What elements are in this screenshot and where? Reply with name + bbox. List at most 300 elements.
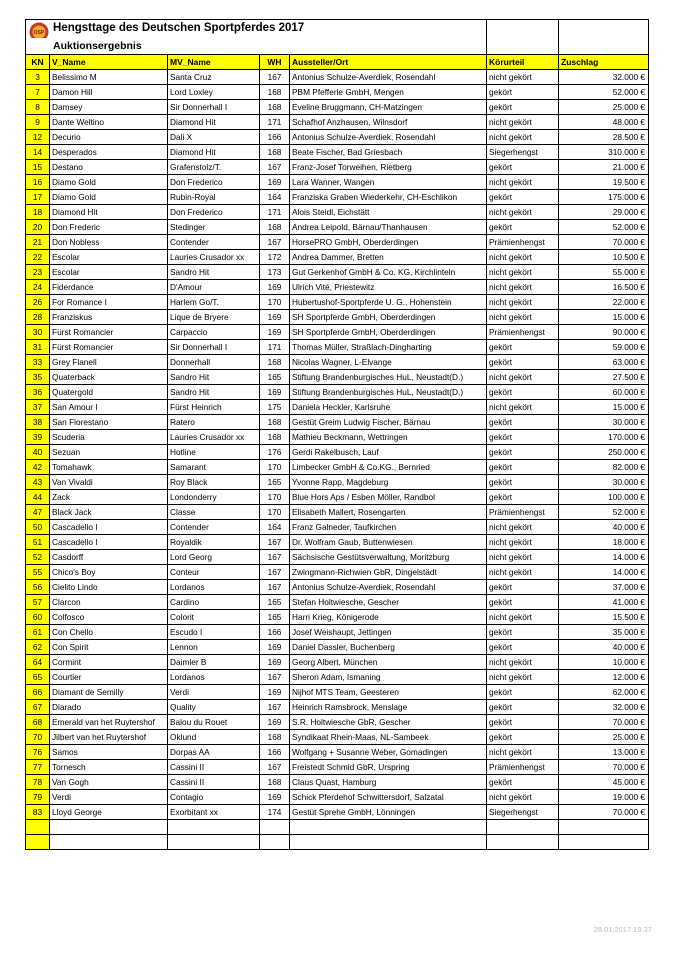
cell-kn: 51 xyxy=(26,535,50,550)
empty-row xyxy=(26,835,649,850)
cell-kn: 43 xyxy=(26,475,50,490)
cell-kn: 57 xyxy=(26,595,50,610)
cell-aussteller: Stefan Holtwiesche, Gescher xyxy=(290,595,487,610)
cell-v-name: Fürst Romancier xyxy=(50,340,168,355)
cell-aussteller: Limbecker GmbH & Co.KG., Bernried xyxy=(290,460,487,475)
header-row xyxy=(26,55,649,70)
cell-v-name: Courtier xyxy=(50,670,168,685)
cell-koerurteil: nicht gekört xyxy=(487,130,559,145)
cell-aussteller: Gut Gerkenhof GmbH & Co. KG, Kirchlinteln xyxy=(290,265,487,280)
cell-mv-name: Sir Donnerhall I xyxy=(168,340,260,355)
cell-wh: 169 xyxy=(260,385,290,400)
cell-wh: 168 xyxy=(260,430,290,445)
cell-mv-name: Cassini II xyxy=(168,760,260,775)
empty-cell xyxy=(260,820,290,835)
cell-wh: 169 xyxy=(260,310,290,325)
cell-aussteller: PBM Pfefferle GmbH, Mengen xyxy=(290,85,487,100)
cell-wh: 168 xyxy=(260,85,290,100)
cell-koerurteil: gekört xyxy=(487,595,559,610)
cell-mv-name: Verdi xyxy=(168,685,260,700)
cell-aussteller: Sheron Adam, Ismaning xyxy=(290,670,487,685)
cell-koerurteil: gekört xyxy=(487,640,559,655)
cell-kn: 21 xyxy=(26,235,50,250)
table-row xyxy=(26,115,649,130)
cell-koerurteil: nicht gekört xyxy=(487,70,559,85)
table-row xyxy=(26,460,649,475)
cell-zuschlag: 29.000 € xyxy=(559,205,649,220)
cell-zuschlag: 41.000 € xyxy=(559,595,649,610)
cell-mv-name: Sandro Hit xyxy=(168,265,260,280)
table-row xyxy=(26,670,649,685)
cell-koerurteil: gekört xyxy=(487,385,559,400)
cell-wh: 169 xyxy=(260,685,290,700)
cell-wh: 169 xyxy=(260,325,290,340)
cell-koerurteil: gekört xyxy=(487,685,559,700)
cell-zuschlag: 25.000 € xyxy=(559,730,649,745)
cell-aussteller: Antonius Schulze-Averdiek, Rosendahl xyxy=(290,580,487,595)
cell-zuschlag: 52.000 € xyxy=(559,220,649,235)
cell-v-name: Van Vivaldi xyxy=(50,475,168,490)
cell-aussteller: Stiftung Brandenburgisches HuL, Neustadt(D.) xyxy=(290,385,487,400)
table-row xyxy=(26,640,649,655)
cell-zuschlag: 18.000 € xyxy=(559,535,649,550)
cell-zuschlag: 52.000 € xyxy=(559,505,649,520)
empty-cell xyxy=(559,20,649,39)
cell-mv-name: Londonderry xyxy=(168,490,260,505)
cell-kn: 28 xyxy=(26,310,50,325)
cell-v-name: Diamant de Semilly xyxy=(50,685,168,700)
cell-koerurteil: gekört xyxy=(487,715,559,730)
cell-koerurteil: Prämienhengst xyxy=(487,760,559,775)
cell-aussteller: Daniel Dassler, Buchenberg xyxy=(290,640,487,655)
cell-aussteller: Schafhof Anzhausen, Wilnsdorf xyxy=(290,115,487,130)
cell-wh: 167 xyxy=(260,565,290,580)
cell-v-name: Decurio xyxy=(50,130,168,145)
cell-wh: 174 xyxy=(260,805,290,820)
cell-kn: 23 xyxy=(26,265,50,280)
cell-mv-name: Contender xyxy=(168,235,260,250)
cell-mv-name: Lord Loxley xyxy=(168,85,260,100)
cell-v-name: Diamo Gold xyxy=(50,190,168,205)
cell-aussteller: Franz-Josef Torweihen, Rietberg xyxy=(290,160,487,175)
cell-mv-name: Lennon xyxy=(168,640,260,655)
cell-wh: 165 xyxy=(260,595,290,610)
cell-koerurteil: nicht gekört xyxy=(487,115,559,130)
empty-cell xyxy=(487,20,559,39)
cell-koerurteil: gekört xyxy=(487,355,559,370)
cell-zuschlag: 21.000 € xyxy=(559,160,649,175)
cell-zuschlag: 30.000 € xyxy=(559,475,649,490)
cell-koerurteil: Siegerhengst xyxy=(487,805,559,820)
cell-wh: 170 xyxy=(260,460,290,475)
cell-v-name: Casdorff xyxy=(50,550,168,565)
cell-kn: 17 xyxy=(26,190,50,205)
table-row xyxy=(26,100,649,115)
cell-wh: 169 xyxy=(260,655,290,670)
cell-aussteller: Schick Pferdehof Schwittersdorf, Salzatal xyxy=(290,790,487,805)
cell-kn: 3 xyxy=(26,70,50,85)
cell-v-name: Diamond Hit xyxy=(50,205,168,220)
subtitle-cell xyxy=(26,38,487,55)
cell-wh: 164 xyxy=(260,520,290,535)
cell-kn: 42 xyxy=(26,460,50,475)
header-wh: WH xyxy=(260,55,290,70)
table-row xyxy=(26,445,649,460)
cell-aussteller: Yvonne Rapp, Magdeburg xyxy=(290,475,487,490)
cell-mv-name: Roy Black xyxy=(168,475,260,490)
cell-koerurteil: gekört xyxy=(487,100,559,115)
cell-kn: 12 xyxy=(26,130,50,145)
cell-aussteller: Blue Hors Aps / Esben Möller, Randbol xyxy=(290,490,487,505)
cell-kn: 78 xyxy=(26,775,50,790)
cell-zuschlag: 175.000 € xyxy=(559,190,649,205)
cell-zuschlag: 22.000 € xyxy=(559,295,649,310)
cell-aussteller: Gerdi Rakelbusch, Lauf xyxy=(290,445,487,460)
table-row xyxy=(26,475,649,490)
cell-wh: 176 xyxy=(260,445,290,460)
cell-aussteller: SH Sportpferde GmbH, Oberderdingen xyxy=(290,325,487,340)
cell-v-name: Belissimo M xyxy=(50,70,168,85)
table-row xyxy=(26,400,649,415)
cell-kn: 50 xyxy=(26,520,50,535)
cell-zuschlag: 32.000 € xyxy=(559,700,649,715)
cell-wh: 167 xyxy=(260,70,290,85)
table-row xyxy=(26,700,649,715)
cell-v-name: Zack xyxy=(50,490,168,505)
table-row xyxy=(26,430,649,445)
cell-aussteller: Gestüt Greim Ludwig Fischer, Bärnau xyxy=(290,415,487,430)
cell-koerurteil: nicht gekört xyxy=(487,670,559,685)
empty-cell xyxy=(168,820,260,835)
cell-wh: 166 xyxy=(260,625,290,640)
cell-wh: 168 xyxy=(260,730,290,745)
table-row xyxy=(26,235,649,250)
cell-koerurteil: nicht gekört xyxy=(487,520,559,535)
cell-mv-name: Carpaccio xyxy=(168,325,260,340)
cell-mv-name: Fürst Heinrich xyxy=(168,400,260,415)
cell-koerurteil: gekört xyxy=(487,700,559,715)
cell-aussteller: Andrea Dammer, Bretten xyxy=(290,250,487,265)
cell-koerurteil: gekört xyxy=(487,730,559,745)
cell-kn: 77 xyxy=(26,760,50,775)
empty-cell xyxy=(559,38,649,55)
empty-cell xyxy=(50,835,168,850)
cell-v-name: Emerald van het Ruytershof xyxy=(50,715,168,730)
table-row xyxy=(26,325,649,340)
cell-koerurteil: Prämienhengst xyxy=(487,505,559,520)
cell-v-name: Samos xyxy=(50,745,168,760)
cell-koerurteil: gekört xyxy=(487,775,559,790)
cell-wh: 169 xyxy=(260,715,290,730)
cell-zuschlag: 27.500 € xyxy=(559,370,649,385)
auction-results-table xyxy=(25,19,649,850)
cell-zuschlag: 90.000 € xyxy=(559,325,649,340)
cell-koerurteil: gekört xyxy=(487,490,559,505)
cell-kn: 67 xyxy=(26,700,50,715)
cell-zuschlag: 30.000 € xyxy=(559,415,649,430)
cell-v-name: Con Spirit xyxy=(50,640,168,655)
cell-kn: 66 xyxy=(26,685,50,700)
cell-koerurteil: nicht gekört xyxy=(487,310,559,325)
cell-wh: 169 xyxy=(260,175,290,190)
cell-aussteller: Freistedt Schmid GbR, Urspring xyxy=(290,760,487,775)
cell-wh: 170 xyxy=(260,505,290,520)
cell-mv-name: Don Frederico xyxy=(168,205,260,220)
cell-zuschlag: 40.000 € xyxy=(559,640,649,655)
cell-mv-name: Donnerhall xyxy=(168,355,260,370)
cell-wh: 167 xyxy=(260,160,290,175)
cell-kn: 22 xyxy=(26,250,50,265)
cell-kn: 31 xyxy=(26,340,50,355)
cell-koerurteil: nicht gekört xyxy=(487,295,559,310)
table-row xyxy=(26,745,649,760)
cell-v-name: Diarado xyxy=(50,700,168,715)
cell-v-name: Jilbert van het Ruytershof xyxy=(50,730,168,745)
cell-mv-name: Royaldik xyxy=(168,535,260,550)
cell-zuschlag: 310.000 € xyxy=(559,145,649,160)
cell-koerurteil: gekört xyxy=(487,415,559,430)
cell-aussteller: Stiftung Brandenburgisches HuL, Neustadt(D.) xyxy=(290,370,487,385)
table-row xyxy=(26,265,649,280)
cell-kn: 38 xyxy=(26,415,50,430)
cell-v-name: Chico's Boy xyxy=(50,565,168,580)
cell-kn: 70 xyxy=(26,730,50,745)
cell-zuschlag: 32.000 € xyxy=(559,70,649,85)
cell-koerurteil: nicht gekört xyxy=(487,370,559,385)
cell-wh: 167 xyxy=(260,670,290,685)
cell-v-name: Cielito Lindo xyxy=(50,580,168,595)
cell-kn: 20 xyxy=(26,220,50,235)
cell-mv-name: Conteur xyxy=(168,565,260,580)
cell-zuschlag: 59.000 € xyxy=(559,340,649,355)
cell-v-name: Grey Flanell xyxy=(50,355,168,370)
cell-mv-name: Quality xyxy=(168,700,260,715)
cell-koerurteil: gekört xyxy=(487,625,559,640)
cell-kn: 15 xyxy=(26,160,50,175)
cell-koerurteil: gekört xyxy=(487,190,559,205)
cell-zuschlag: 52.000 € xyxy=(559,85,649,100)
cell-wh: 169 xyxy=(260,790,290,805)
cell-aussteller: Heinrich Ramsbrock, Menslage xyxy=(290,700,487,715)
cell-aussteller: Hubertushof-Sportpferde U. G., Hohenstein xyxy=(290,295,487,310)
logo-text: DSP xyxy=(33,30,45,36)
cell-koerurteil: gekört xyxy=(487,445,559,460)
cell-koerurteil: gekört xyxy=(487,220,559,235)
empty-cell xyxy=(50,820,168,835)
cell-zuschlag: 28.500 € xyxy=(559,130,649,145)
cell-wh: 167 xyxy=(260,760,290,775)
cell-zuschlag: 63.000 € xyxy=(559,355,649,370)
cell-zuschlag: 45.000 € xyxy=(559,775,649,790)
cell-wh: 168 xyxy=(260,775,290,790)
cell-kn: 52 xyxy=(26,550,50,565)
cell-mv-name: Santa Cruz xyxy=(168,70,260,85)
cell-kn: 60 xyxy=(26,610,50,625)
cell-wh: 167 xyxy=(260,235,290,250)
cell-mv-name: Sandro Hit xyxy=(168,370,260,385)
table-row xyxy=(26,685,649,700)
cell-kn: 24 xyxy=(26,280,50,295)
cell-zuschlag: 170.000 € xyxy=(559,430,649,445)
cell-kn: 30 xyxy=(26,325,50,340)
cell-zuschlag: 70.000 € xyxy=(559,760,649,775)
cell-kn: 26 xyxy=(26,295,50,310)
cell-mv-name: Samarant xyxy=(168,460,260,475)
empty-cell xyxy=(559,835,649,850)
cell-v-name: Damon Hill xyxy=(50,85,168,100)
cell-v-name: Tomahawk xyxy=(50,460,168,475)
cell-kn: 40 xyxy=(26,445,50,460)
cell-kn: 18 xyxy=(26,205,50,220)
cell-v-name: Desperados xyxy=(50,145,168,160)
cell-wh: 175 xyxy=(260,400,290,415)
table-row xyxy=(26,145,649,160)
cell-zuschlag: 55.000 € xyxy=(559,265,649,280)
cell-kn: 36 xyxy=(26,385,50,400)
cell-kn: 47 xyxy=(26,505,50,520)
cell-zuschlag: 82.000 € xyxy=(559,460,649,475)
cell-koerurteil: nicht gekört xyxy=(487,250,559,265)
cell-wh: 166 xyxy=(260,130,290,145)
cell-koerurteil: nicht gekört xyxy=(487,655,559,670)
cell-zuschlag: 70.000 € xyxy=(559,805,649,820)
cell-koerurteil: nicht gekört xyxy=(487,535,559,550)
cell-wh: 172 xyxy=(260,250,290,265)
cell-v-name: Lloyd George xyxy=(50,805,168,820)
empty-cell xyxy=(260,835,290,850)
cell-kn: 55 xyxy=(26,565,50,580)
cell-v-name: Destano xyxy=(50,160,168,175)
empty-cell xyxy=(290,835,487,850)
cell-wh: 170 xyxy=(260,490,290,505)
title-row xyxy=(26,20,649,39)
cell-mv-name: Lauries Crusador xx xyxy=(168,430,260,445)
empty-cell xyxy=(290,820,487,835)
title-cell xyxy=(26,20,487,39)
cell-kn: 44 xyxy=(26,490,50,505)
subtitle-row xyxy=(26,38,649,55)
cell-mv-name: Lordanos xyxy=(168,670,260,685)
cell-zuschlag: 37.000 € xyxy=(559,580,649,595)
cell-mv-name: Contender xyxy=(168,520,260,535)
cell-v-name: Cormint xyxy=(50,655,168,670)
cell-aussteller: Eveline Bruggmann, CH-Matzingen xyxy=(290,100,487,115)
cell-wh: 168 xyxy=(260,100,290,115)
cell-wh: 168 xyxy=(260,145,290,160)
cell-koerurteil: nicht gekört xyxy=(487,280,559,295)
cell-koerurteil: nicht gekört xyxy=(487,610,559,625)
empty-cell xyxy=(487,38,559,55)
cell-mv-name: Oklund xyxy=(168,730,260,745)
cell-v-name: Dante Weltino xyxy=(50,115,168,130)
cell-wh: 165 xyxy=(260,370,290,385)
cell-kn: 79 xyxy=(26,790,50,805)
table-row xyxy=(26,70,649,85)
cell-koerurteil: Prämienhengst xyxy=(487,235,559,250)
cell-v-name: Van Gogh xyxy=(50,775,168,790)
cell-v-name: San Amour I xyxy=(50,400,168,415)
cell-kn: 16 xyxy=(26,175,50,190)
cell-v-name: For Romance I xyxy=(50,295,168,310)
table-row xyxy=(26,190,649,205)
cell-zuschlag: 10.500 € xyxy=(559,250,649,265)
cell-zuschlag: 19.500 € xyxy=(559,175,649,190)
cell-wh: 167 xyxy=(260,535,290,550)
cell-mv-name: Ratero xyxy=(168,415,260,430)
cell-v-name: Scuderia xyxy=(50,430,168,445)
cell-wh: 167 xyxy=(260,700,290,715)
cell-kn: 14 xyxy=(26,145,50,160)
table-row xyxy=(26,130,649,145)
cell-wh: 167 xyxy=(260,580,290,595)
cell-aussteller: Syndikaat Rhein-Maas, NL-Sambeek xyxy=(290,730,487,745)
cell-zuschlag: 19.000 € xyxy=(559,790,649,805)
table-row xyxy=(26,295,649,310)
cell-kn: 39 xyxy=(26,430,50,445)
table-row xyxy=(26,355,649,370)
cell-mv-name: Diamond Hit xyxy=(168,145,260,160)
cell-zuschlag: 40.000 € xyxy=(559,520,649,535)
cell-kn: 37 xyxy=(26,400,50,415)
cell-v-name: Cascadello I xyxy=(50,520,168,535)
cell-mv-name: Sandro Hit xyxy=(168,385,260,400)
cell-aussteller: Zwingmann-Richwien GbR, Dingelstädt xyxy=(290,565,487,580)
cell-wh: 168 xyxy=(260,220,290,235)
cell-zuschlag: 14.000 € xyxy=(559,565,649,580)
cell-mv-name: Dorpas AA xyxy=(168,745,260,760)
table-row xyxy=(26,250,649,265)
table-row xyxy=(26,535,649,550)
cell-aussteller: Thomas Müller, Straßlach-Dingharting xyxy=(290,340,487,355)
cell-zuschlag: 70.000 € xyxy=(559,715,649,730)
cell-wh: 169 xyxy=(260,640,290,655)
cell-mv-name: Sir Donnerhall I xyxy=(168,100,260,115)
cell-aussteller: S.R. Holtwiesche GbR, Gescher xyxy=(290,715,487,730)
cell-koerurteil: gekört xyxy=(487,475,559,490)
cell-aussteller: Daniela Heckler, Karlsruhe xyxy=(290,400,487,415)
cell-mv-name: Grafenstolz/T. xyxy=(168,160,260,175)
cell-wh: 168 xyxy=(260,415,290,430)
cell-wh: 165 xyxy=(260,475,290,490)
cell-kn: 33 xyxy=(26,355,50,370)
empty-cell xyxy=(487,835,559,850)
cell-mv-name: Stedinger xyxy=(168,220,260,235)
cell-wh: 173 xyxy=(260,265,290,280)
cell-mv-name: Lordanos xyxy=(168,580,260,595)
cell-wh: 170 xyxy=(260,295,290,310)
cell-aussteller: Mathieu Beckmann, Wettringen xyxy=(290,430,487,445)
header-mv-name: MV_Name xyxy=(168,55,260,70)
cell-koerurteil: nicht gekört xyxy=(487,790,559,805)
cell-zuschlag: 48.000 € xyxy=(559,115,649,130)
cell-wh: 171 xyxy=(260,340,290,355)
cell-zuschlag: 62.000 € xyxy=(559,685,649,700)
cell-aussteller: Beate Fischer, Bad Griesbach xyxy=(290,145,487,160)
table-row xyxy=(26,520,649,535)
cell-zuschlag: 15.500 € xyxy=(559,610,649,625)
header-v-name: V_Name xyxy=(50,55,168,70)
cell-kn: 8 xyxy=(26,100,50,115)
cell-aussteller: Gestüt Sprehe GmbH, Lönningen xyxy=(290,805,487,820)
cell-aussteller: Sächsische Gestütsverwaltung, Moritzburg xyxy=(290,550,487,565)
cell-v-name: Black Jack xyxy=(50,505,168,520)
cell-kn: 35 xyxy=(26,370,50,385)
cell-mv-name: Daimler B xyxy=(168,655,260,670)
cell-v-name: Clarcon xyxy=(50,595,168,610)
cell-koerurteil: nicht gekört xyxy=(487,175,559,190)
cell-v-name: Verdi xyxy=(50,790,168,805)
header-koerurteil: Körurteil xyxy=(487,55,559,70)
